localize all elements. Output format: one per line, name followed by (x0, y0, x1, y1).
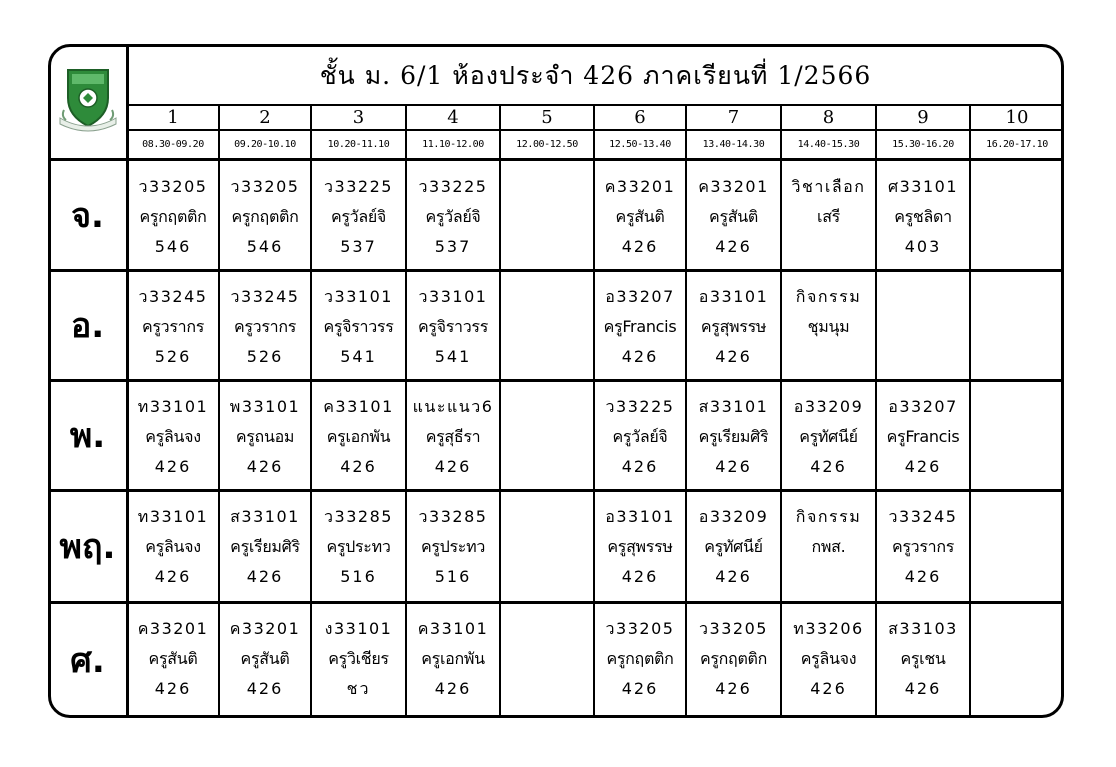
room-number: 426 (810, 679, 847, 698)
period-number: 10 (1005, 107, 1029, 128)
teacher-name: ครูสันติ (709, 207, 758, 226)
teacher-name: ครูเชน (900, 649, 946, 668)
subject-code: ว33285 (324, 507, 393, 526)
schedule-cell (686, 380, 781, 490)
period-time: 14.40-15.30 (797, 139, 860, 150)
room-number: 426 (434, 457, 472, 476)
schedule-cell (311, 160, 406, 270)
subject-code: ว33245 (138, 287, 208, 306)
period-time: 15.30-16.20 (892, 139, 954, 150)
schedule-cell (876, 490, 970, 602)
subject-code: กิจกรรม (795, 287, 862, 306)
room-number: 546 (154, 237, 192, 256)
schedule-cell (219, 160, 311, 270)
room-number: 426 (715, 237, 752, 256)
room-number: 526 (154, 347, 192, 366)
period-number: 4 (447, 107, 459, 128)
room-number: 426 (621, 347, 659, 366)
period-number: 9 (917, 107, 929, 128)
subject-code: ง33101 (324, 619, 393, 638)
subject-code: ค33201 (698, 177, 769, 196)
schedule-cell (594, 380, 686, 490)
teacher-name: ครูFrancis (886, 427, 960, 446)
teacher-name: ครูประทว (326, 537, 391, 556)
teacher-name: ครูวัลย์จิ (425, 207, 481, 226)
teacher-name: ครูวิเชียร (328, 649, 389, 668)
schedule-cell (876, 160, 970, 270)
period-time: 09.20-10.10 (234, 139, 296, 150)
schedule-cell (500, 270, 594, 380)
period-time: 10.20-11.10 (327, 139, 390, 150)
schedule-cell (970, 270, 1064, 380)
teacher-name: ครูประทว (420, 537, 486, 556)
subject-code: ว33225 (418, 177, 488, 196)
schedule-cell (970, 380, 1064, 490)
room-number: 426 (904, 567, 942, 586)
teacher-name: ครูสุธีรา (425, 427, 481, 446)
subject-code: ค33101 (417, 619, 489, 638)
subject-code: พ33101 (229, 397, 301, 416)
subject-code: ค33201 (229, 619, 301, 638)
schedule-cell (406, 270, 500, 380)
room-number: 426 (715, 679, 752, 698)
schedule-cell (876, 380, 970, 490)
schedule-cell (970, 490, 1064, 602)
teacher-name: ครูวัลย์จิ (612, 427, 668, 446)
teacher-name: ครูลินจง (800, 649, 857, 668)
teacher-name: ครูกฤตติก (606, 649, 674, 668)
room-number: 541 (340, 347, 377, 366)
period-number: 7 (727, 107, 740, 128)
room-number: 403 (904, 237, 942, 256)
schedule-cell (219, 602, 311, 718)
schedule-cell (127, 160, 219, 270)
teacher-name: ครูสันติ (148, 649, 198, 668)
subject-code: ท33206 (793, 619, 864, 638)
subject-code: ศ33101 (887, 177, 959, 196)
teacher-name: ชุมนุม (807, 317, 850, 336)
period-number: 6 (634, 107, 646, 128)
schedule-cell (311, 270, 406, 380)
schedule-cell (970, 160, 1064, 270)
schedule-cell (406, 490, 500, 602)
teacher-name: ครูกฤตติก (139, 207, 207, 226)
teacher-name: ครูเรียมศิริ (698, 427, 769, 446)
period-number: 8 (822, 107, 835, 128)
subject-code: ค33201 (137, 619, 209, 638)
subject-code: ส33101 (230, 507, 300, 526)
schedule-cell (500, 380, 594, 490)
teacher-name: ครูกฤตติก (699, 649, 768, 668)
day-label: พ. (69, 416, 106, 456)
subject-code: ว33101 (324, 287, 393, 306)
subject-code: ว33205 (699, 619, 768, 638)
room-number: 426 (904, 679, 942, 698)
subject-code: ว33205 (230, 177, 300, 196)
schedule-cell (219, 380, 311, 490)
period-number: 5 (541, 107, 553, 128)
schedule-cell (500, 160, 594, 270)
teacher-name: ครูลินจง (145, 427, 201, 446)
subject-code: กิจกรรม (795, 507, 862, 526)
teacher-name: ครูวรากร (891, 537, 955, 556)
schedule-cell (311, 602, 406, 718)
room-number: 426 (246, 457, 284, 476)
teacher-name: ครูทัศนีย์ (704, 537, 763, 556)
subject-code: ค33101 (323, 397, 394, 416)
page-title: ชั้น ม. 6/1 ห้องประจำ 426 ภาคเรียนที่ 1/2566 (319, 61, 872, 90)
subject-code: อ33101 (698, 287, 769, 306)
subject-code: แนะแนว6 (412, 397, 494, 416)
room-number: 426 (904, 457, 942, 476)
room-number: 537 (434, 237, 472, 256)
period-number: 2 (259, 107, 271, 128)
teacher-name: ครูจิราวรร (417, 317, 489, 336)
schedule-cell (781, 380, 876, 490)
subject-code: ว33285 (418, 507, 488, 526)
subject-code: ว33225 (605, 397, 675, 416)
room-number: 426 (340, 457, 377, 476)
room-number: 426 (621, 237, 659, 256)
schedule-cell (876, 602, 970, 718)
room-number: 426 (715, 457, 752, 476)
room-number: 426 (154, 567, 192, 586)
schedule-cell (781, 270, 876, 380)
schedule-cell (127, 490, 219, 602)
day-label: จ. (71, 196, 104, 236)
subject-code: ส33101 (698, 397, 769, 416)
teacher-name: ครูเอกพัน (421, 649, 485, 668)
room-number: 426 (434, 679, 472, 698)
room-number: 426 (715, 347, 752, 366)
schedule-cell (970, 602, 1064, 718)
schedule-cell (311, 380, 406, 490)
teacher-name: ครูลินจง (145, 537, 201, 556)
subject-code: ว33101 (418, 287, 488, 306)
teacher-name: ครูเอกพัน (326, 427, 391, 446)
subject-code: ว33205 (605, 619, 675, 638)
teacher-name: ครูวรากร (141, 317, 205, 336)
teacher-name: ครูสุพรรษ (607, 537, 673, 556)
room-number: 516 (340, 567, 377, 586)
schedule-cell (219, 270, 311, 380)
room-number: 526 (246, 347, 284, 366)
subject-code: ว33245 (888, 507, 958, 526)
schedule-cell (219, 490, 311, 602)
teacher-name: ครูเรียมศิริ (230, 537, 300, 556)
period-time: 12.50-13.40 (609, 139, 671, 150)
teacher-name: ครูชลิดา (894, 207, 952, 226)
school-crest-icon (58, 64, 118, 136)
schedule-cell (406, 380, 500, 490)
schedule-cell (594, 602, 686, 718)
schedule-cell (127, 270, 219, 380)
subject-code: อ33207 (888, 397, 958, 416)
room-number: 426 (621, 567, 659, 586)
schedule-cell (406, 602, 500, 718)
room-number: 426 (621, 679, 659, 698)
schedule-cell (686, 270, 781, 380)
period-time: 16.20-17.10 (986, 139, 1048, 150)
schedule-cell (127, 380, 219, 490)
subject-code: อ33101 (605, 507, 675, 526)
schedule-cell (594, 160, 686, 270)
schedule-cell (311, 490, 406, 602)
schedule-cell (500, 490, 594, 602)
room-number: 426 (154, 457, 192, 476)
period-number: 3 (352, 107, 365, 128)
room-number: 426 (810, 457, 847, 476)
subject-code: ว33245 (230, 287, 300, 306)
teacher-name: ครูถนอม (235, 427, 295, 446)
schedule-cell (406, 160, 500, 270)
subject-code: ส33103 (888, 619, 958, 638)
period-time: 11.10-12.00 (422, 139, 484, 150)
period-number: 1 (167, 107, 179, 128)
teacher-name: กพส. (811, 537, 846, 556)
room-number: 426 (621, 457, 659, 476)
day-label: พฤ. (59, 527, 116, 567)
subject-code: ท33101 (137, 397, 209, 416)
subject-code: ค33201 (604, 177, 676, 196)
teacher-name: ครูกฤตติก (231, 207, 299, 226)
teacher-name: ครูสุพรรษ (700, 317, 767, 336)
room-number: 537 (340, 237, 377, 256)
teacher-name: เสรี (817, 207, 840, 226)
schedule-cell (686, 490, 781, 602)
schedule-cell (594, 270, 686, 380)
teacher-name: ครูFrancis (603, 317, 677, 336)
room-number: ชว (346, 679, 371, 698)
schedule-cell (594, 490, 686, 602)
subject-code: อ33209 (793, 397, 864, 416)
room-number: 546 (246, 237, 284, 256)
schedule-cell (781, 602, 876, 718)
period-time: 13.40-14.30 (702, 139, 765, 150)
schedule-cell (876, 270, 970, 380)
subject-code: อ33209 (698, 507, 769, 526)
room-number: 541 (434, 347, 472, 366)
room-number: 426 (154, 679, 192, 698)
period-time: 08.30-09.20 (142, 139, 204, 150)
day-label: ศ. (70, 641, 105, 681)
schedule-cell (781, 160, 876, 270)
room-number: 426 (246, 679, 284, 698)
room-number: 426 (715, 567, 752, 586)
room-number: 516 (434, 567, 472, 586)
day-label: อ. (70, 306, 105, 346)
schedule-cell (781, 490, 876, 602)
schedule-cell (686, 160, 781, 270)
teacher-name: ครูสันติ (240, 649, 290, 668)
teacher-name: ครูทัศนีย์ (799, 427, 858, 446)
teacher-name: ครูวัลย์จิ (330, 207, 387, 226)
subject-code: อ33207 (605, 287, 675, 306)
subject-code: ว33205 (138, 177, 208, 196)
teacher-name: ครูจิราวรร (323, 317, 394, 336)
teacher-name: ครูสันติ (615, 207, 665, 226)
schedule-cell (127, 602, 219, 718)
subject-code: วิชาเลือก (791, 177, 866, 196)
subject-code: ว33225 (324, 177, 393, 196)
schedule-cell (500, 602, 594, 718)
room-number: 426 (246, 567, 284, 586)
period-time: 12.00-12.50 (516, 139, 578, 150)
schedule-cell (686, 602, 781, 718)
subject-code: ท33101 (137, 507, 209, 526)
teacher-name: ครูวรากร (233, 317, 297, 336)
